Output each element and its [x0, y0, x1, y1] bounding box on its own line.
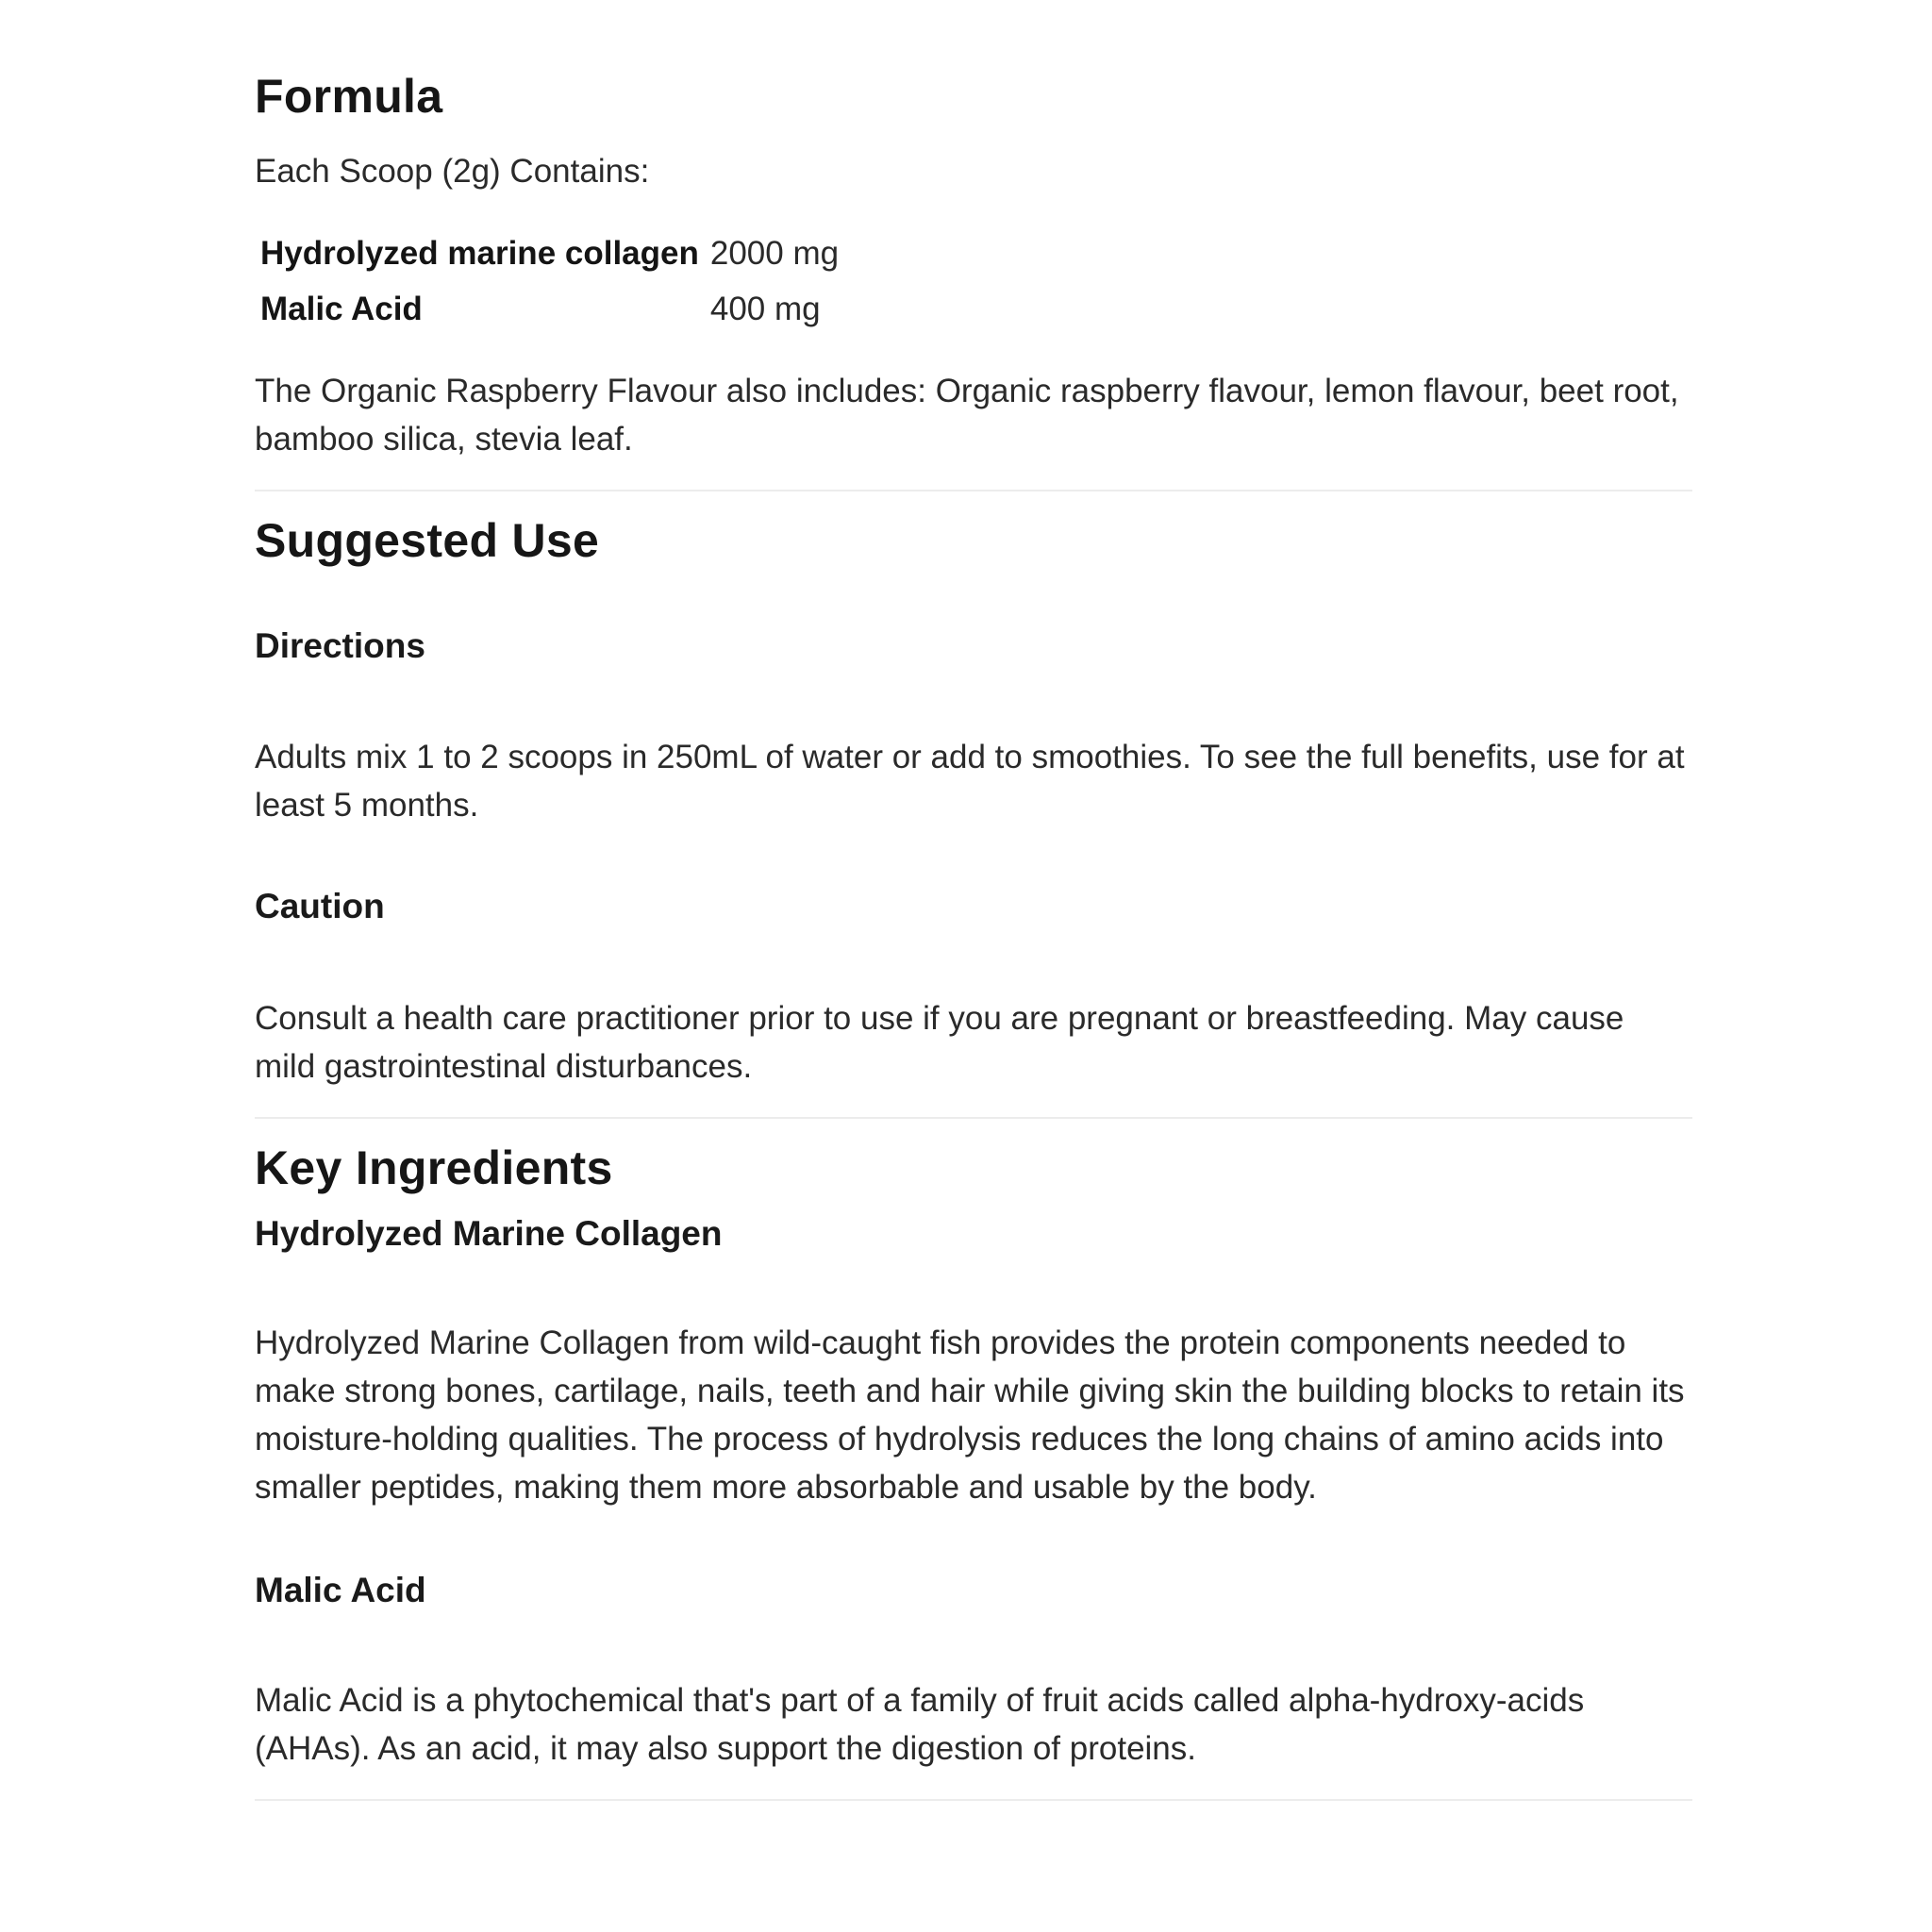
key-ingredients-title[interactable]: Key Ingredients — [255, 1141, 613, 1194]
caution-text: Consult a health care practitioner prior to use if you are pregnant or breastfeeding. May cause mild gastrointestinal disturbances. — [255, 999, 1624, 1085]
key-ingredients-section — [255, 1140, 1692, 1773]
table-row — [255, 225, 844, 281]
suggested-use-title[interactable]: Suggested Use — [255, 514, 600, 567]
caution-heading: Caution — [255, 887, 385, 926]
formula-title[interactable]: Formula — [255, 70, 443, 123]
ingredient-name: Malic Acid — [260, 290, 423, 327]
ingredient-description-malic-acid: Malic Acid is a phytochemical that's part of a family of fruit acids called alpha-hydroxy-acids (AHAs). As an acid, it may also support the digestion of proteins. — [255, 1681, 1585, 1767]
section-divider — [255, 1117, 1692, 1119]
table-row — [255, 281, 844, 337]
ingredient-heading-collagen: Hydrolyzed Marine Collagen — [255, 1213, 723, 1253]
product-details-content — [255, 0, 1692, 1801]
suggested-use-section — [255, 512, 1692, 1091]
suggested-use-expand-toggle[interactable] — [1655, 531, 1692, 569]
ingredient-amount: 400 mg — [709, 290, 821, 327]
directions-text: Adults mix 1 to 2 scoops in 250mL of water or add to smoothies. To see the full benefits, use for at least 5 months. — [255, 739, 1685, 824]
formula-section — [255, 68, 1692, 463]
section-divider — [255, 490, 1692, 491]
key-ingredients-expand-toggle[interactable] — [1655, 1158, 1692, 1196]
ingredient-amount: 2000 mg — [709, 234, 840, 272]
formula-table — [255, 225, 844, 337]
section-divider — [255, 1799, 1692, 1801]
formula-expand-toggle[interactable] — [1655, 119, 1692, 157]
ingredient-name: Hydrolyzed marine collagen — [260, 234, 699, 272]
flavour-note-text: The Organic Raspberry Flavour also includes: Organic raspberry flavour, lemon flavour, beet root, bamboo silica, stevia leaf. — [255, 373, 1679, 458]
directions-heading: Directions — [255, 626, 425, 665]
ingredient-heading-malic-acid: Malic Acid — [255, 1571, 426, 1610]
serving-size-text: Each Scoop (2g) Contains: — [255, 153, 650, 190]
ingredient-description-collagen: Hydrolyzed Marine Collagen from wild-caught fish provides the protein components needed to make strong bones, cartilage, nails, teeth and hair while giving skin the building blocks to retain its moisture-holding qualities. The process of hydrolysis reduces the long chains of amino acids into smaller peptides, making them more absorbable and usable by the body. — [255, 1324, 1685, 1507]
